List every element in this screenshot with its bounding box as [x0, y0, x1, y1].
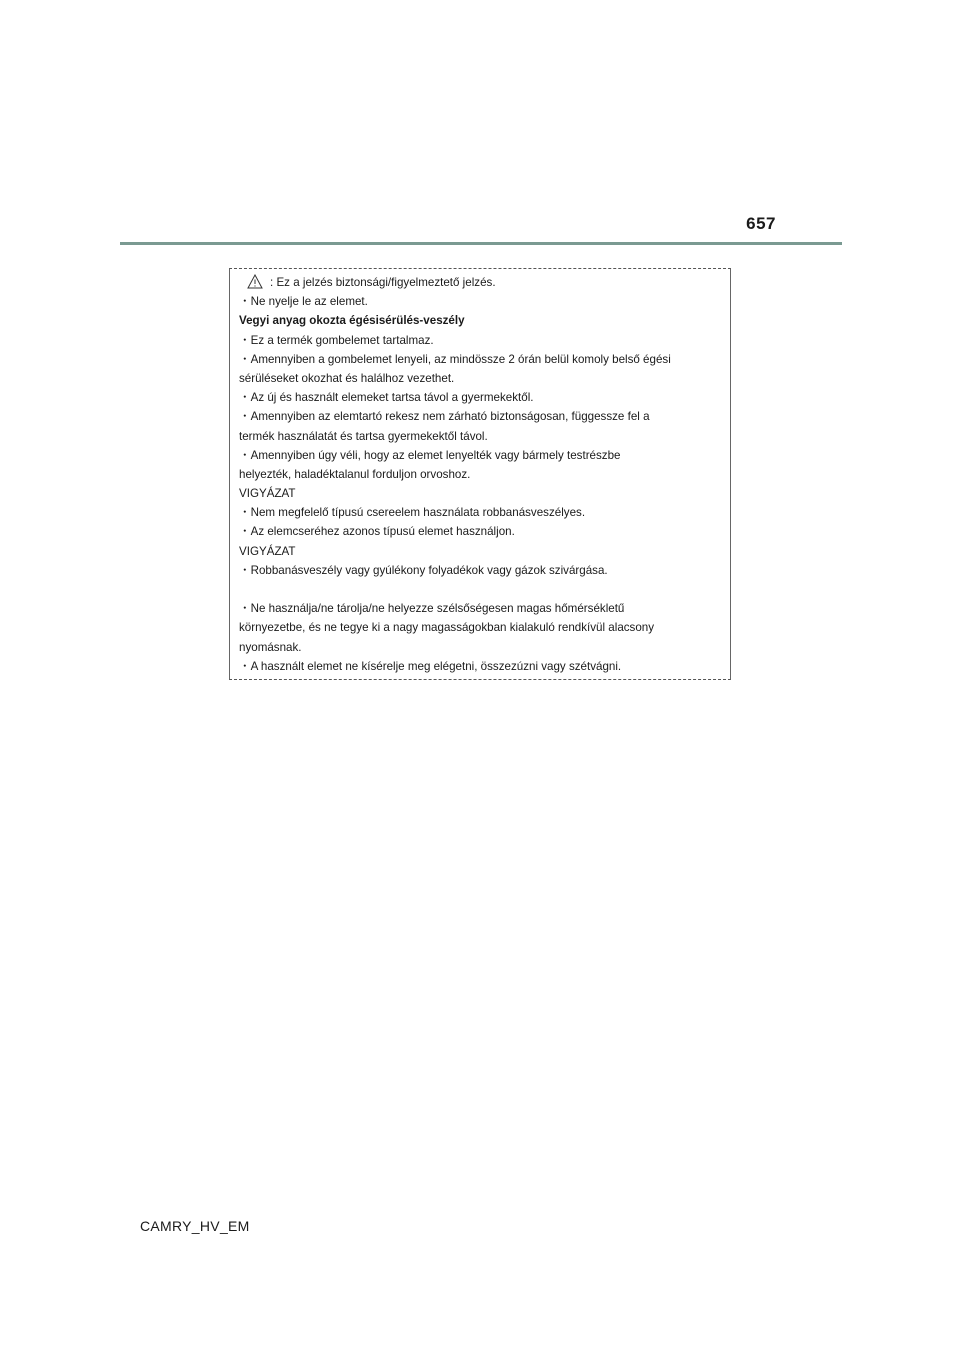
notice-line: ・A használt elemet ne kísérelje meg elégetni, összezúzni vagy szétvágni. — [239, 659, 622, 673]
notice-caution-label: VIGYÁZAT — [239, 544, 296, 558]
notice-line: termék használatát és tartsa gyermekektől távol. — [239, 429, 488, 443]
notice-caution-label: VIGYÁZAT — [239, 487, 296, 501]
notice-line: ・Az új és használt elemeket tartsa távol a gyermekektől. — [239, 391, 534, 405]
notice-line: ・Ne használja/ne tárolja/ne helyezze szélsőségesen magas hőmérsékletű — [239, 602, 625, 616]
notice-line: nyomásnak. — [239, 640, 302, 654]
notice-line: ・Amennyiben úgy véli, hogy az elemet lenyelték vagy bármely testrészbe — [239, 448, 621, 462]
notice-line-text: : Ez a jelzés biztonsági/figyelmeztető jelzés. — [270, 276, 496, 289]
notice-line: helyezték, haladéktalanul forduljon orvoshoz. — [239, 467, 471, 481]
notice-line: ・Az elemcseréhez azonos típusú elemet használjon. — [239, 525, 515, 539]
battery-warning-notice — [229, 268, 731, 680]
page-number: 657 — [746, 214, 776, 233]
header-rule — [120, 242, 842, 245]
notice-line: ・Amennyiben az elemtartó rekesz nem zárható biztonságosan, függessze fel a — [239, 410, 650, 424]
notice-spacer — [239, 580, 730, 599]
notice-heading: Vegyi anyag okozta égésisérülés-veszély — [239, 314, 465, 328]
warning-triangle-icon — [247, 274, 263, 289]
notice-line: ・Robbanásveszély vagy gyúlékony folyadékok vagy gázok szivárgása. — [239, 563, 608, 577]
notice-line: ・Amennyiben a gombelemet lenyeli, az mindössze 2 órán belül komoly belső égési — [239, 352, 671, 366]
notice-line: ・Ez a termék gombelemet tartalmaz. — [239, 333, 434, 347]
notice-line — [239, 273, 730, 292]
model-code: CAMRY_HV_EM — [140, 1218, 250, 1234]
notice-line: ・Nem megfelelő típusú csereelem használata robbanásveszélyes. — [239, 506, 586, 520]
notice-line: ・Ne nyelje le az elemet. — [239, 295, 368, 309]
notice-line: sérüléseket okozhat és halálhoz vezethet. — [239, 371, 455, 385]
notice-line: környezetbe, és ne tegye ki a nagy magasságokban kialakuló rendkívül alacsony — [239, 621, 655, 635]
